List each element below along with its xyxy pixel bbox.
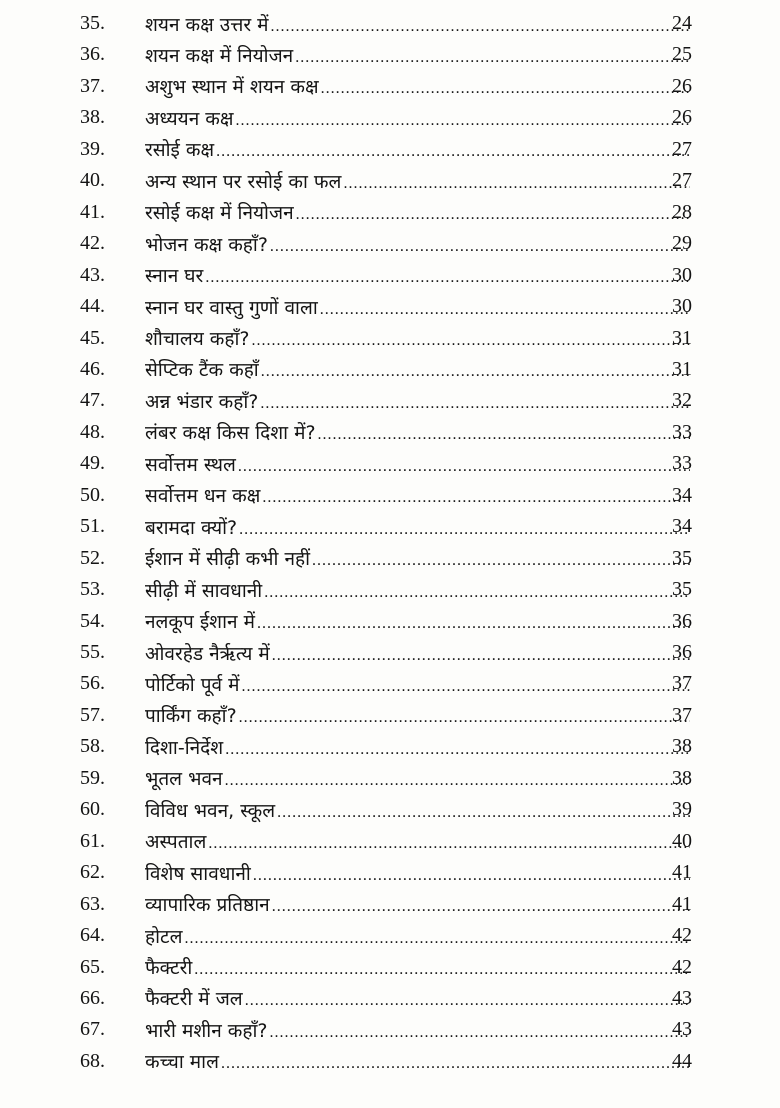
entry-page-number: 31 [672, 357, 692, 380]
dot-leader [296, 206, 690, 224]
dot-leader [270, 238, 690, 256]
entry-title: नलकूप ईशान में [145, 611, 255, 634]
entry-number: 54. [80, 609, 105, 632]
dot-leader [272, 647, 690, 665]
entry-line [145, 860, 690, 886]
dot-leader [225, 741, 690, 759]
entry-line [145, 608, 690, 634]
toc-entry [0, 543, 780, 574]
entry-page-number: 30 [672, 295, 692, 318]
entry-title: बरामदा क्यों? [145, 516, 238, 539]
entry-title: सीढ़ी में सावधानी [145, 579, 263, 602]
entry-title: फैक्टरी [145, 957, 193, 979]
entry-number: 48. [80, 420, 105, 443]
entry-page-number: 35 [672, 546, 692, 569]
dot-leader [264, 584, 690, 602]
entry-number: 56. [80, 672, 105, 695]
entry-line [145, 577, 690, 603]
toc-entry [0, 165, 780, 196]
entry-title: ईशान में सीढ़ी कभी नहीं [145, 548, 311, 571]
entry-title: अशुभ स्थान में शयन कक्ष [145, 76, 319, 99]
entry-page-number: 29 [672, 232, 692, 255]
entry-title: अस्पताल [145, 831, 207, 854]
dot-leader [262, 489, 690, 507]
entry-line [145, 73, 690, 99]
entry-line [145, 105, 690, 131]
entry-number: 43. [80, 263, 105, 286]
entry-number: 62. [80, 861, 105, 884]
entry-page-number: 43 [672, 986, 692, 1009]
entry-page-number: 33 [672, 452, 692, 475]
entry-line [145, 388, 690, 414]
entry-line [145, 168, 690, 194]
entry-page-number: 30 [672, 263, 692, 286]
toc-entry [0, 260, 780, 291]
dot-leader [184, 930, 690, 948]
entry-page-number: 35 [672, 578, 692, 601]
entry-number: 45. [80, 326, 105, 349]
toc-entry [0, 983, 780, 1014]
entry-number: 37. [80, 74, 105, 97]
entry-page-number: 27 [672, 137, 692, 160]
dot-leader [295, 49, 690, 67]
entry-line [145, 545, 690, 571]
toc-entry [0, 102, 780, 133]
entry-page-number: 38 [672, 735, 692, 758]
dot-leader [221, 1055, 690, 1073]
entry-line [145, 797, 690, 823]
entry-title: लंबर कक्ष किस दिशा में? [145, 422, 316, 445]
dot-leader [245, 992, 690, 1010]
toc-entry [0, 385, 780, 416]
entry-line [145, 1048, 690, 1074]
toc-entry [0, 1046, 780, 1077]
entry-number: 53. [80, 578, 105, 601]
entry-title: अन्न भंडार कहाँ? [145, 390, 259, 413]
entry-number: 41. [80, 200, 105, 223]
entry-title: ओवरहेड नैर्ऋत्य में [145, 642, 270, 665]
entry-number: 59. [80, 766, 105, 789]
toc-entry [0, 354, 780, 385]
toc-entry [0, 952, 780, 983]
dot-leader [261, 363, 690, 381]
dot-leader [272, 898, 690, 916]
entry-title: विशेष सावधानी [145, 862, 251, 885]
toc-entry [0, 700, 780, 731]
dot-leader [253, 867, 690, 885]
entry-page-number: 36 [672, 641, 692, 663]
toc-entry [0, 763, 780, 794]
dot-leader [343, 175, 690, 193]
entry-page-number: 42 [672, 955, 692, 978]
entry-title: भूतल भवन [145, 768, 223, 791]
entry-page-number: 41 [672, 861, 692, 884]
entry-title: रसोई कक्ष में नियोजन [145, 202, 294, 225]
entry-line [145, 671, 690, 697]
entry-page-number: 41 [672, 892, 692, 915]
entry-page-number: 25 [672, 43, 692, 66]
entry-line [145, 923, 690, 949]
entry-number: 55. [80, 641, 105, 663]
dot-leader [257, 615, 690, 633]
toc-entry [0, 480, 780, 511]
entry-title: फैक्टरी में जल [145, 988, 243, 1011]
entry-line [145, 325, 690, 351]
entry-line [145, 419, 690, 445]
entry-line [145, 482, 690, 508]
entry-number: 66. [80, 986, 105, 1009]
entry-line [145, 954, 690, 980]
dot-leader [238, 458, 690, 476]
toc-entry [0, 8, 780, 39]
entry-title: पार्किंग कहाँ? [145, 705, 237, 728]
entry-number: 44. [80, 295, 105, 318]
entry-number: 58. [80, 735, 105, 758]
toc-entry [0, 39, 780, 70]
entry-number: 65. [80, 955, 105, 978]
toc-entry [0, 228, 780, 259]
entry-line [145, 136, 690, 162]
entry-line [145, 451, 690, 477]
entry-page-number: 26 [672, 106, 692, 129]
entry-line [145, 231, 690, 257]
entry-page-number: 27 [672, 169, 692, 192]
toc-entry [0, 637, 780, 668]
entry-number: 50. [80, 483, 105, 506]
entry-title: सर्वोत्तम धन कक्ष [145, 485, 261, 508]
entry-title: व्यापारिक प्रतिष्ठान [145, 894, 270, 917]
entry-page-number: 33 [672, 420, 692, 443]
toc-entry [0, 606, 780, 637]
dot-leader [318, 426, 690, 444]
entry-line [145, 11, 690, 37]
entry-title: स्नान घर [145, 265, 204, 288]
entry-page-number: 43 [672, 1018, 692, 1041]
entry-number: 64. [80, 924, 105, 947]
entry-line [145, 734, 690, 760]
toc-entry [0, 920, 780, 951]
toc-entry [0, 291, 780, 322]
entry-number: 67. [80, 1018, 105, 1041]
toc-entry [0, 794, 780, 825]
entry-page-number: 44 [672, 1049, 692, 1072]
toc-entry [0, 668, 780, 699]
entry-title: शयन कक्ष उत्तर में [145, 13, 269, 36]
entry-title: भारी मशीन कहाँ? [145, 1019, 268, 1042]
toc-entry [0, 731, 780, 762]
entry-line [145, 985, 690, 1011]
toc-entry [0, 857, 780, 888]
toc-entry [0, 134, 780, 165]
entry-line [145, 356, 690, 382]
entry-title: अध्ययन कक्ष [145, 107, 234, 130]
toc-entry [0, 1014, 780, 1045]
entry-page-number: 37 [672, 672, 692, 695]
dot-leader [321, 80, 690, 98]
entry-page-number: 28 [672, 200, 692, 223]
dot-leader [194, 961, 690, 979]
entry-number: 51. [80, 515, 105, 538]
dot-leader [242, 678, 690, 696]
entry-title: सर्वोत्तम स्थल [145, 453, 236, 476]
entry-page-number: 40 [672, 829, 692, 852]
entry-title: रसोई कक्ष [145, 139, 215, 162]
entry-page-number: 34 [672, 483, 692, 506]
entry-line [145, 891, 690, 917]
dot-leader [236, 112, 691, 130]
dot-leader [277, 804, 690, 822]
toc-entry [0, 71, 780, 102]
toc-entry [0, 574, 780, 605]
entry-number: 61. [80, 829, 105, 852]
entry-page-number: 42 [672, 924, 692, 947]
entry-title: पोर्टिको पूर्व में [145, 673, 240, 696]
dot-leader [239, 709, 690, 727]
entry-line [145, 765, 690, 791]
dot-leader [251, 332, 690, 350]
entry-title: होटल [145, 925, 183, 948]
entry-page-number: 37 [672, 703, 692, 726]
entry-title: सेप्टिक टैंक कहाँ [145, 359, 259, 382]
entry-number: 42. [80, 232, 105, 255]
entry-page-number: 39 [672, 798, 692, 821]
entry-number: 39. [80, 137, 105, 160]
entry-number: 52. [80, 546, 105, 569]
entry-title: विविध भवन, स्कूल [145, 799, 276, 822]
entry-number: 60. [80, 798, 105, 821]
entry-number: 46. [80, 357, 105, 380]
entry-line [145, 294, 690, 320]
entry-number: 47. [80, 389, 105, 412]
entry-title: भोजन कक्ष कहाँ? [145, 233, 268, 256]
dot-leader [320, 301, 690, 319]
entry-line [145, 828, 690, 854]
dot-leader [205, 269, 690, 287]
entry-line [145, 199, 690, 225]
entry-title: शौचालय कहाँ? [145, 328, 250, 350]
toc-entry [0, 323, 780, 354]
entry-line [145, 42, 690, 68]
dot-leader [260, 395, 690, 413]
entry-number: 63. [80, 892, 105, 915]
entry-line [145, 702, 690, 728]
entry-page-number: 34 [672, 515, 692, 538]
dot-leader [239, 521, 690, 539]
entry-title: अन्य स्थान पर रसोई का फल [145, 170, 342, 193]
entry-title: शयन कक्ष में नियोजन [145, 44, 294, 67]
entry-number: 38. [80, 106, 105, 129]
entry-page-number: 38 [672, 766, 692, 789]
dot-leader [312, 552, 690, 570]
entry-line [145, 514, 690, 540]
dot-leader [208, 835, 690, 853]
dot-leader [225, 772, 690, 790]
entry-title: कच्चा माल [145, 1051, 219, 1074]
entry-number: 35. [80, 12, 105, 34]
entry-page-number: 24 [672, 12, 692, 34]
entry-number: 68. [80, 1049, 105, 1072]
entry-line [145, 640, 690, 666]
entry-page-number: 36 [672, 609, 692, 632]
toc-entry [0, 197, 780, 228]
entry-line [145, 262, 690, 288]
entry-page-number: 26 [672, 74, 692, 97]
toc-entry [0, 448, 780, 479]
entry-number: 57. [80, 703, 105, 726]
dot-leader [216, 143, 690, 161]
entry-line [145, 1017, 690, 1043]
entry-number: 49. [80, 452, 105, 475]
toc-entry [0, 889, 780, 920]
entry-page-number: 31 [672, 326, 692, 349]
entry-number: 40. [80, 169, 105, 192]
toc-entry [0, 511, 780, 542]
entry-title: दिशा-निर्देश [145, 736, 224, 759]
toc-entry [0, 826, 780, 857]
entry-number: 36. [80, 43, 105, 66]
dot-leader [271, 18, 691, 36]
entry-title: स्नान घर वास्तु गुणों वाला [145, 296, 318, 319]
entry-page-number: 32 [672, 389, 692, 412]
dot-leader [269, 1024, 690, 1042]
toc-entry [0, 417, 780, 448]
